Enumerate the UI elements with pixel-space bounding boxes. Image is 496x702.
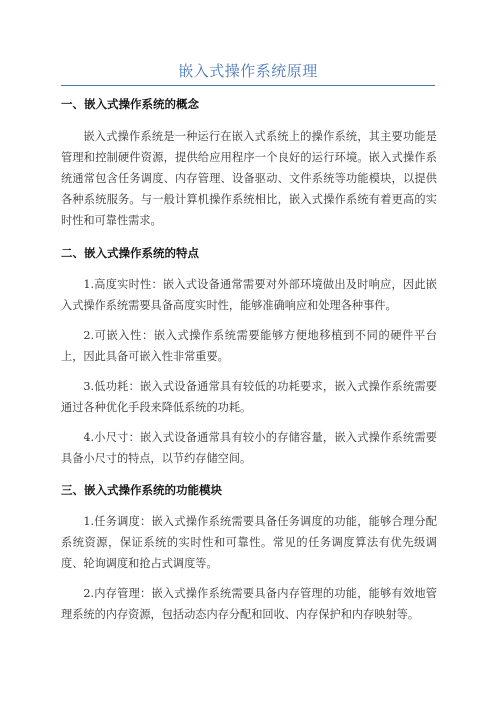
section-heading: 一、嵌入式操作系统的概念 <box>61 97 199 111</box>
paragraph: 嵌入式操作系统是一种运行在嵌入式系统上的操作系统，其主要功能是管理和控制硬件资源，提供给应用程序一个良好的运行环境。嵌入式操作系统通常包含任务调度、内存管理、设备驱动、文件系统等功能模块，以提供各种系统服务。与一般计算机操作系统相比，嵌入式操作系统有着更高的实时性和可靠性需求。 <box>61 130 437 227</box>
section-concept <box>61 96 437 231</box>
feature-item: 4.小尺寸：嵌入式设备通常具有较小的存储容量，嵌入式操作系统需要具备小尺寸的特点，以节约存储空间。 <box>61 431 437 465</box>
section-features <box>61 245 437 469</box>
document-title: 嵌入式操作系统原理 <box>178 62 318 80</box>
feature-item: 3.低功耗：嵌入式设备通常具有较低的功耗要求，嵌入式操作系统需要通过各种优化手段来降低系统的功耗。 <box>61 380 437 414</box>
section-modules <box>61 482 437 625</box>
section-heading: 二、嵌入式操作系统的特点 <box>61 246 199 260</box>
feature-item: 2.可嵌入性：嵌入式操作系统需要能够方便地移植到不同的硬件平台上，因此具备可嵌入性非常重要。 <box>61 329 437 363</box>
feature-item: 1.高度实时性：嵌入式设备通常需要对外部环境做出及时响应，因此嵌入式操作系统需要具备高度实时性，能够准确响应和处理各种事件。 <box>61 278 437 312</box>
document-body <box>61 96 437 625</box>
module-item: 1.任务调度：嵌入式操作系统需要具备任务调度的功能，能够合理分配系统资源，保证系统的实时性和可靠性。常见的任务调度算法有优先级调度、轮询调度和抢占式调度等。 <box>61 515 437 570</box>
title-underline <box>61 85 435 86</box>
section-heading: 三、嵌入式操作系统的功能模块 <box>61 483 222 497</box>
module-item: 2.内存管理：嵌入式操作系统需要具备内存管理的功能，能够有效地管理系统的内存资源，包括动态内存分配和回收、内存保护和内存映射等。 <box>61 587 437 621</box>
